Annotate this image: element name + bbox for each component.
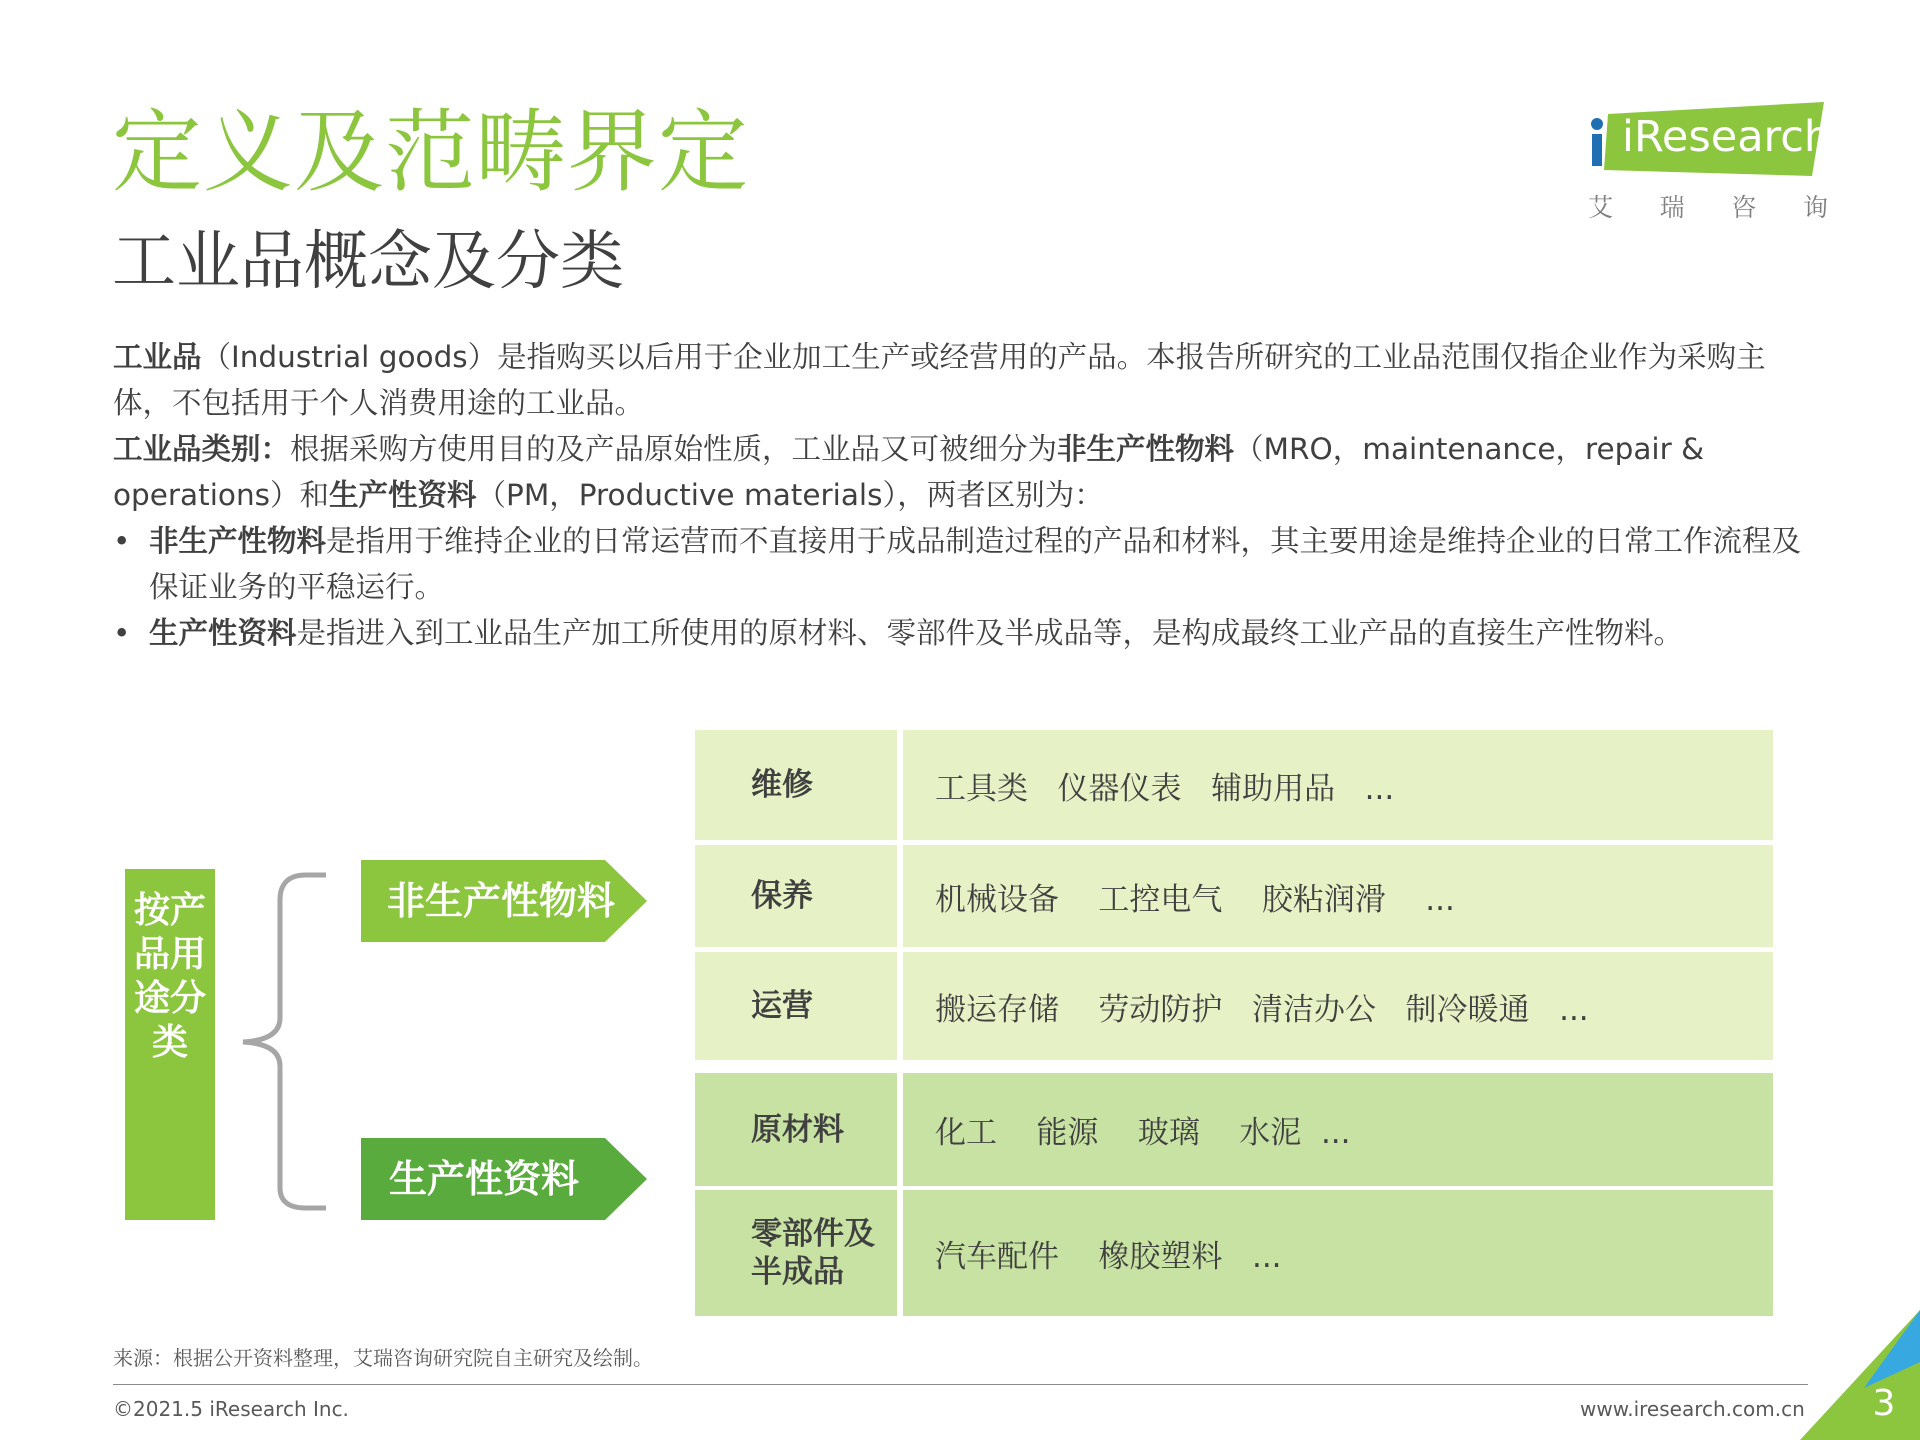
category-text-a: 根据采购方使用目的及产品原始性质，工业品又可被细分为 bbox=[290, 432, 1058, 466]
logo-char: 瑞 bbox=[1659, 193, 1685, 222]
row-category: 原材料 bbox=[751, 1111, 844, 1148]
classification-label: 按产品用途分类 bbox=[133, 890, 206, 1063]
logo-wordmark: iResearch bbox=[1622, 112, 1832, 162]
brace-connector bbox=[228, 870, 338, 1220]
table-row bbox=[695, 1073, 1773, 1186]
logo-char: 询 bbox=[1802, 193, 1828, 222]
definition-text: （Industrial goods）是指购买以后用于企业加工生产或经营用的产品。本报告所研究的工业品范围仅指企业作为采购主体，不包括用于个人消费用途的工业品。 bbox=[113, 340, 1766, 420]
row-items: 机械设备 工控电气 胶粘润滑 ... bbox=[935, 881, 1455, 918]
classification-label-bar bbox=[125, 869, 215, 1220]
term-pm: 生产性资料 bbox=[329, 478, 477, 512]
website-link[interactable]: www.iresearch.com.cn bbox=[1580, 1397, 1805, 1421]
row-items: 工具类 仪器仪表 辅助用品 ... bbox=[935, 770, 1395, 807]
category-arrow-label: 非生产性物料 bbox=[387, 879, 616, 923]
iresearch-logo bbox=[1588, 100, 1832, 225]
intro-text bbox=[113, 334, 1813, 656]
page-title: 定义及范畴界定 bbox=[112, 100, 749, 205]
table-row bbox=[695, 730, 1773, 840]
logo-chinese-name bbox=[1588, 188, 1828, 224]
page-number: 3 bbox=[1872, 1383, 1896, 1424]
source-note: 来源：根据公开资料整理，艾瑞咨询研究院自主研究及绘制。 bbox=[113, 1346, 653, 1370]
row-category: 运营 bbox=[751, 988, 813, 1024]
table-row bbox=[695, 845, 1773, 947]
bullet-term: 生产性资料 bbox=[149, 616, 297, 650]
bullet-item bbox=[113, 610, 1813, 656]
category-arrow-label: 生产性资料 bbox=[389, 1157, 580, 1201]
category-text-b: （MRO，maintenance，repair & operations）和 bbox=[113, 432, 1705, 512]
bullet-mark: • bbox=[113, 616, 131, 650]
term-industrial-goods: 工业品 bbox=[113, 340, 202, 374]
definition-paragraph bbox=[113, 334, 1813, 426]
row-category: 保养 bbox=[751, 878, 813, 914]
category-arrow-mro bbox=[361, 860, 647, 942]
footer-divider bbox=[113, 1384, 1808, 1385]
logo-char: 咨 bbox=[1731, 193, 1757, 222]
row-category: 零部件及半成品 bbox=[751, 1216, 875, 1290]
logo-char: 艾 bbox=[1588, 193, 1614, 222]
category-label: 工业品类别： bbox=[113, 432, 291, 466]
table-row bbox=[695, 952, 1773, 1060]
bullet-text: 是指用于维持企业的日常运营而不直接用于成品制造过程的产品和材料，其主要用途是维持企业的日常工作流程及保证业务的平稳运行。 bbox=[149, 524, 1802, 604]
term-mro: 非生产性物料 bbox=[1057, 432, 1235, 466]
bullet-text: 是指进入到工业品生产加工所使用的原材料、零部件及半成品等，是构成最终工业产品的直接生产性物料。 bbox=[296, 616, 1684, 650]
category-text-c: （PM，Productive materials），两者区别为： bbox=[476, 478, 1104, 512]
row-items: 化工 能源 玻璃 水泥 ... bbox=[935, 1115, 1351, 1151]
bullet-mark: • bbox=[113, 524, 131, 558]
row-items: 搬运存储 劳动防护 清洁办公 制冷暖通 ... bbox=[935, 991, 1589, 1028]
category-arrow-pm bbox=[361, 1138, 647, 1220]
row-items: 汽车配件 橡胶塑料 ... bbox=[935, 1238, 1282, 1275]
table-row bbox=[695, 1190, 1773, 1316]
bullet-term: 非生产性物料 bbox=[149, 524, 327, 558]
copyright: ©2021.5 iResearch Inc. bbox=[113, 1397, 349, 1421]
bullet-item bbox=[113, 518, 1813, 610]
category-paragraph bbox=[113, 426, 1813, 518]
row-category: 维修 bbox=[751, 767, 813, 803]
page-subtitle: 工业品概念及分类 bbox=[112, 225, 624, 299]
